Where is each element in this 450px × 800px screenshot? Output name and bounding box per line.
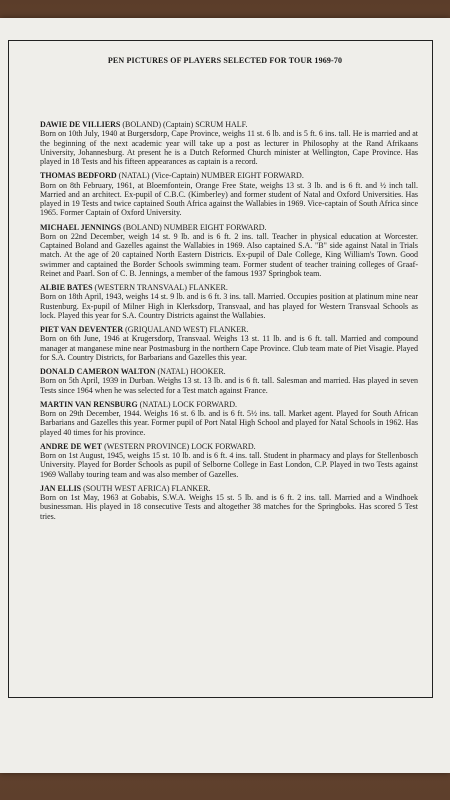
player-heading (40, 223, 418, 232)
player-team: (GRIQUALAND WEST) (125, 325, 208, 334)
player-entry (40, 223, 418, 279)
player-heading (40, 171, 418, 180)
player-position: NUMBER EIGHT FORWARD. (163, 222, 267, 232)
player-heading (40, 367, 418, 376)
player-entry (40, 283, 418, 320)
player-name: ANDRE DE WET (40, 441, 103, 451)
player-position: SCRUM HALF. (195, 120, 248, 129)
player-entry (40, 484, 418, 521)
player-entry (40, 325, 418, 362)
player-position: LOCK FORWARD. (191, 441, 256, 451)
player-position: FLANKER. (209, 325, 249, 334)
player-team: (WESTERN PROVINCE) (104, 441, 190, 451)
page-title: PEN PICTURES OF PLAYERS SELECTED FOR TOUR 1969-70 (107, 56, 343, 65)
player-team: (WESTERN TRANSVAAL) (94, 283, 187, 292)
player-name: THOMAS BEDFORD (40, 171, 117, 181)
player-entry (40, 171, 418, 217)
player-team: (NATAL) (139, 399, 171, 409)
player-bio: Born on 10th July, 1940 at Burgersdorp, Cape Province, weighs 11 st. 6 lb. and is 5 ft. 6 ins. tall. He is married and at the beginning of the next academic year will take up a post as lecturer in Philosophy at the Rand Afrikaans University, Johannesburg. At present he is a Dutch Reformed Church minister at Wellington, Cape Province. Has played in 18 Tests and his fifteen appearances as captain is a record. (40, 129, 418, 166)
player-position: FLANKER. (188, 283, 228, 292)
player-heading (40, 442, 418, 451)
player-bio: Born on 8th February, 1961, at Bloemfontein, Orange Free State, weighs 13 st. 3 lb. and is 6 ft. and ½ inch tall. Married and an architect. Ex-pupil of C.B.C. (Kimberley) and former student of Natal and Oxford Universities. Has played in 19 Tests and twice captained South Africa against the Wallabies in 1969. Vice-captain of South Africa since 1965. Former Captain of Oxford University. (40, 180, 418, 218)
player-name: DONALD CAMERON WALTON (40, 367, 156, 376)
player-bio: Born on 1st August, 1945, weighs 15 st. 10 lb. and is 6 ft. 4 ins. tall. Student in pharmacy and plays for Stellenbosch University. Played for Border Schools as pupil of Selborne College in East London, C.P. Played in two Tests against 1969 Wallaby touring team and was also member of Gazelles. (40, 451, 418, 479)
player-team: (BOLAND) (Captain) (122, 120, 194, 129)
player-team: (SOUTH WEST AFRICA) (83, 483, 170, 493)
player-name: JAN ELLIS (40, 483, 82, 493)
player-heading (40, 120, 418, 129)
player-bio: Born on 18th April, 1943, weighs 14 st. 9 lb. and is 6 ft. 3 ins. tall. Married. Occupies position at platinum mine near Rustenburg. Ex-pupil of Milner High in Klerksdorp, Transvaal, and has played for Western Transvaal Schools as lock. Played this year for S.A. Country Districts against the Wallabies. (40, 292, 418, 320)
player-name: DAWIE DE VILLIERS (40, 120, 121, 129)
player-entry (40, 367, 418, 395)
player-position: LOCK FORWARD. (172, 399, 238, 409)
player-team: (NATAL) (Vice-Captain) (118, 171, 200, 181)
player-team: (BOLAND) (123, 222, 162, 232)
player-heading (40, 400, 418, 409)
player-name: ALBIE BATES (40, 283, 93, 292)
player-bio: Born on 29th December, 1944. Weighs 16 st. 6 lb. and is 6 ft. 5½ ins. tall. Market agent. Played for South African Barbarians and Gazelles this year. Former pupil of Port Natal High School and played for Natal Schools in 1962. Has played 40 times for his province. (40, 409, 418, 437)
player-bio: Born on 5th April, 1939 in Durban. Weighs 13 st. 13 lb. and is 6 ft. tall. Salesman and married. Has played in seven Tests since 1964 when he was selected for a Test match against France. (40, 376, 418, 395)
player-heading (40, 325, 418, 334)
player-list (40, 120, 418, 526)
player-entry (40, 442, 418, 479)
player-name: MICHAEL JENNINGS (40, 222, 122, 232)
player-heading (40, 283, 418, 292)
player-position: NUMBER EIGHT FORWARD. (201, 171, 304, 181)
player-entry (40, 400, 418, 437)
player-entry (40, 120, 418, 166)
player-position: HOOKER. (190, 367, 226, 376)
player-name: PIET VAN DEVENTER (40, 325, 124, 334)
player-heading (40, 484, 418, 493)
player-bio: Born on 22nd December, weigh 14 st. 9 lb. and is 6 ft. 2 ins. tall. Teacher in physical education at Worcester. Captained Boland and Gazelles against the Wallabies in 1969. Also captained S.A. "B" side against Natal in Trials match. At the age of 20 captained North Eastern Districts. Ex-pupil of Dale College, King William's Town. Good swimmer and captained the Border Schools swimming team. Former student of teacher training colleges of Graaf-Reinet and Paarl. Son of C. B. Jennings, a member of the famous 1937 Springbok team. (40, 231, 418, 278)
player-name: MARTIN VAN RENSBURG (40, 399, 138, 409)
player-bio: Born on 1st May, 1963 at Gobabis, S.W.A. Weighs 15 st. 5 lb. and is 6 ft. 2 ins. tall. Married and a Windhoek businessman. His played in 18 consecutive Tests and altogether 38 matches for the Springboks. Has scored 5 Test tries. (40, 493, 418, 521)
player-bio: Born on 6th June, 1946 at Krugersdorp, Transvaal. Weighs 13 st. 11 lb. and is 6 ft. tall. Married and compound manager at manganese mine near Postmasburg in the northern Cape Province. Club team mate of Piet Visagie. Played for S.A. Country Districts, for Barbarians and Gazelles this year. (40, 334, 418, 362)
player-team: (NATAL) (157, 367, 189, 376)
player-position: FLANKER. (171, 483, 211, 493)
